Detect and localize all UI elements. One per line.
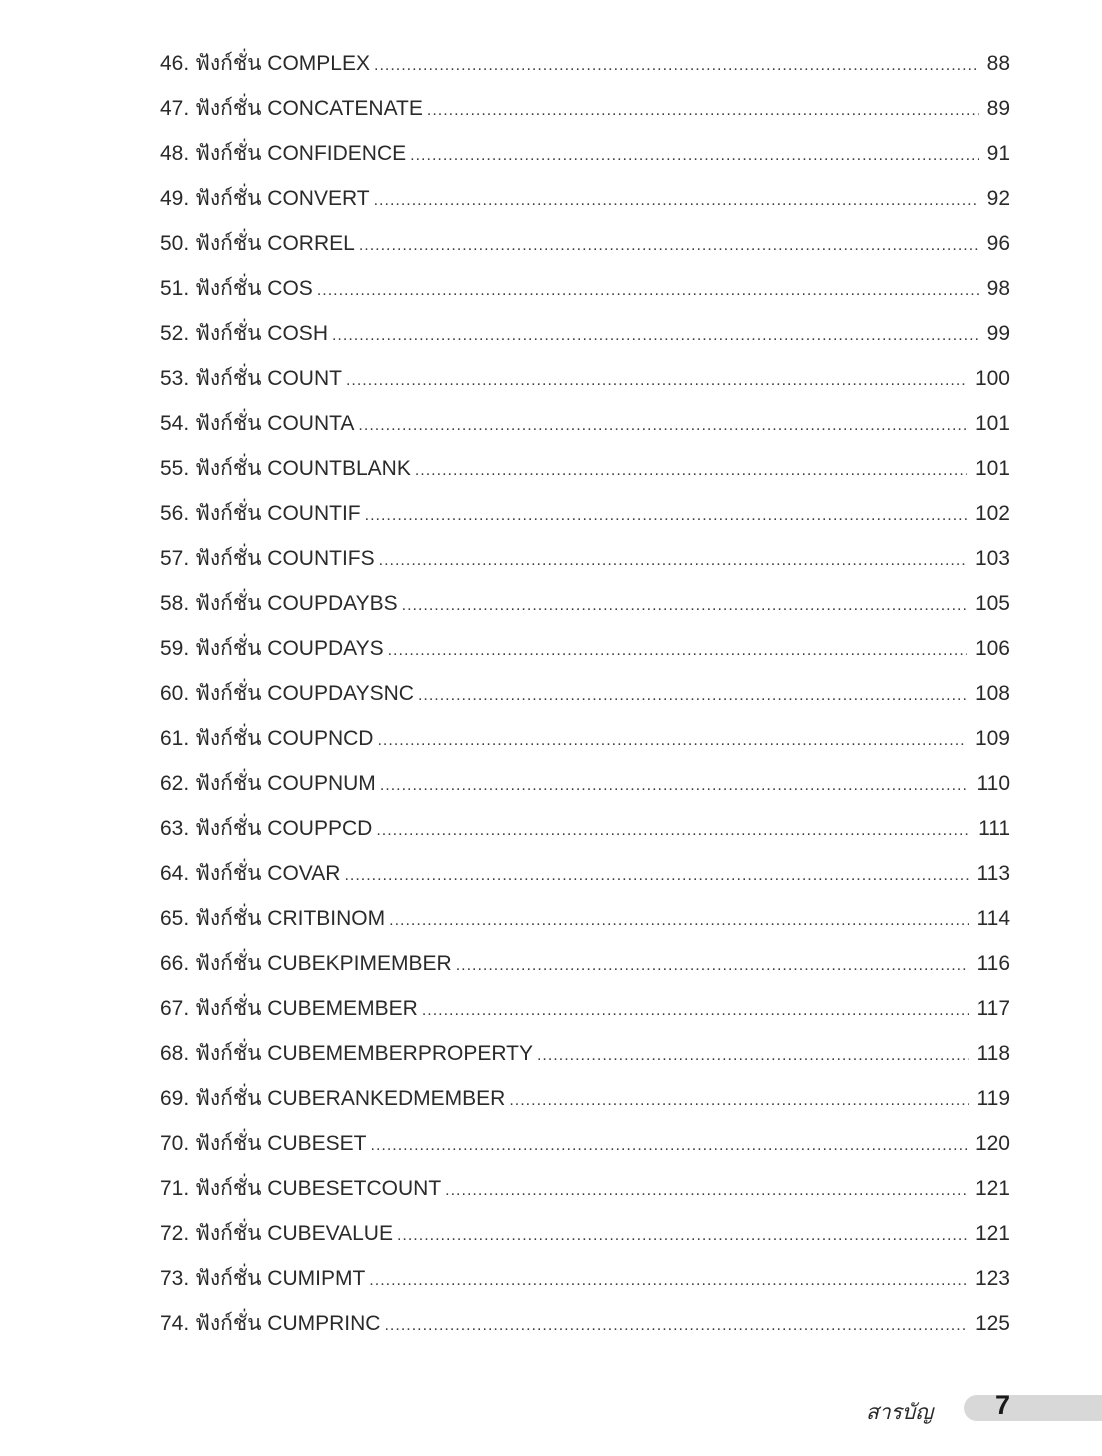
toc-entry-title: 57. ฟังก์ชั่น COUNTIFS	[160, 547, 375, 570]
toc-entry-page: 123	[974, 1267, 1010, 1290]
dot-leader	[456, 943, 969, 988]
toc-entry	[160, 1121, 1010, 1166]
toc-entry	[160, 1256, 1010, 1301]
dot-leader	[537, 1033, 969, 1078]
toc-entry	[160, 716, 1010, 761]
toc-entry	[160, 266, 1010, 311]
toc-entry	[160, 1076, 1010, 1121]
dot-leader	[422, 988, 969, 1033]
toc-entry	[160, 851, 1010, 896]
dot-leader	[445, 1168, 967, 1213]
toc-entry	[160, 896, 1010, 941]
toc-entry-page: 101	[974, 412, 1010, 435]
toc-entry-page: 125	[974, 1312, 1010, 1335]
toc-entry	[160, 581, 1010, 626]
toc-entry-page: 101	[974, 457, 1010, 480]
toc-entry-title: 58. ฟังก์ชั่น COUPDAYBS	[160, 592, 398, 615]
toc-entry-title: 49. ฟังก์ชั่น CONVERT	[160, 187, 370, 210]
toc-entry-title: 74. ฟังก์ชั่น CUMPRINC	[160, 1312, 381, 1335]
toc-entry-page: 92	[986, 187, 1010, 210]
toc-entry-page: 118	[976, 1042, 1010, 1065]
toc-entry-page: 108	[974, 682, 1010, 705]
dot-leader	[380, 763, 969, 808]
toc-entry-page: 121	[974, 1177, 1010, 1200]
toc-entry-title: 72. ฟังก์ชั่น CUBEVALUE	[160, 1222, 393, 1245]
toc-entry-page: 113	[976, 862, 1010, 885]
dot-leader	[369, 1258, 967, 1303]
page-number: 7	[995, 1390, 1011, 1420]
dot-leader	[509, 1078, 968, 1123]
toc-entry-page: 102	[974, 502, 1010, 525]
toc-entry-page: 116	[976, 952, 1010, 975]
dot-leader	[317, 268, 979, 313]
toc-entry-title: 68. ฟังก์ชั่น CUBEMEMBERPROPERTY	[160, 1042, 533, 1065]
toc-entry-page: 103	[974, 547, 1010, 570]
toc-entry-title: 46. ฟังก์ชั่น COMPLEX	[160, 52, 370, 75]
toc-entry-title: 53. ฟังก์ชั่น COUNT	[160, 367, 342, 390]
toc-entry-page: 117	[976, 997, 1010, 1020]
toc-entry	[160, 446, 1010, 491]
toc-entry-title: 48. ฟังก์ชั่น CONFIDENCE	[160, 142, 407, 165]
toc-entry-page: 119	[976, 1087, 1010, 1110]
dot-leader	[389, 898, 968, 943]
toc-entry	[160, 761, 1010, 806]
dot-leader	[397, 1213, 967, 1258]
dot-leader	[379, 538, 967, 583]
toc-entry-title: 71. ฟังก์ชั่น CUBESETCOUNT	[160, 1177, 442, 1200]
toc-entry-page: 120	[974, 1132, 1010, 1155]
dot-leader	[365, 493, 967, 538]
toc-entry-title: 60. ฟังก์ชั่น COUPDAYSNC	[160, 682, 414, 705]
toc-entry	[160, 626, 1010, 671]
toc-entry-page: 109	[974, 727, 1010, 750]
dot-leader	[344, 853, 968, 898]
toc-entry-page: 89	[986, 97, 1010, 120]
dot-leader	[384, 1303, 966, 1348]
toc-entry	[160, 536, 1010, 581]
toc-entry-page: 105	[974, 592, 1010, 615]
page-number-tab	[964, 1395, 1102, 1421]
dot-leader	[374, 43, 979, 88]
footer-section-label: สารบัญ	[866, 1400, 934, 1424]
toc-entry-page: 91	[986, 142, 1010, 165]
dot-leader	[376, 808, 970, 853]
toc-entry	[160, 311, 1010, 356]
dot-leader	[402, 583, 967, 628]
dot-leader	[388, 628, 967, 673]
toc-entry	[160, 356, 1010, 401]
dot-leader	[346, 358, 967, 403]
dot-leader	[358, 403, 967, 448]
toc-entry-title: 56. ฟังก์ชั่น COUNTIF	[160, 502, 361, 525]
dot-leader	[377, 718, 966, 763]
toc-entry	[160, 176, 1010, 221]
dot-leader	[427, 88, 979, 133]
toc-entry	[160, 806, 1010, 851]
toc-entry-page: 99	[986, 322, 1010, 345]
toc-entry-page: 88	[986, 52, 1010, 75]
toc-entry	[160, 1211, 1010, 1256]
toc-entry-page: 110	[976, 772, 1010, 795]
toc-entry-title: 63. ฟังก์ชั่น COUPPCD	[160, 817, 373, 840]
toc-entry	[160, 41, 1010, 86]
toc-entry-title: 55. ฟังก์ชั่น COUNTBLANK	[160, 457, 411, 480]
toc-entry	[160, 221, 1010, 266]
toc-entry	[160, 86, 1010, 131]
toc-entry-page: 121	[974, 1222, 1010, 1245]
toc-entry-page: 96	[986, 232, 1010, 255]
toc-entry-title: 61. ฟังก์ชั่น COUPNCD	[160, 727, 374, 750]
toc-entry-page: 114	[976, 907, 1010, 930]
dot-leader	[374, 178, 979, 223]
toc-entry-title: 66. ฟังก์ชั่น CUBEKPIMEMBER	[160, 952, 452, 975]
toc-entry	[160, 491, 1010, 536]
toc-entry	[160, 1031, 1010, 1076]
toc-entry	[160, 131, 1010, 176]
dot-leader	[415, 448, 967, 493]
dot-leader	[371, 1123, 967, 1168]
toc-entry-title: 73. ฟังก์ชั่น CUMIPMT	[160, 1267, 366, 1290]
toc-entry-title: 64. ฟังก์ชั่น COVAR	[160, 862, 341, 885]
toc-entry	[160, 1166, 1010, 1211]
toc-entry	[160, 671, 1010, 716]
toc-entry-page: 100	[974, 367, 1010, 390]
dot-leader	[410, 133, 978, 178]
toc-entry	[160, 1301, 1010, 1346]
dot-leader	[332, 313, 979, 358]
table-of-contents	[160, 41, 1010, 1346]
dot-leader	[418, 673, 967, 718]
toc-entry-title: 52. ฟังก์ชั่น COSH	[160, 322, 328, 345]
toc-entry-title: 62. ฟังก์ชั่น COUPNUM	[160, 772, 376, 795]
toc-entry-title: 47. ฟังก์ชั่น CONCATENATE	[160, 97, 423, 120]
toc-entry-title: 70. ฟังก์ชั่น CUBESET	[160, 1132, 367, 1155]
toc-entry	[160, 401, 1010, 446]
toc-entry-title: 54. ฟังก์ชั่น COUNTA	[160, 412, 355, 435]
toc-entry-title: 67. ฟังก์ชั่น CUBEMEMBER	[160, 997, 418, 1020]
toc-entry-page: 111	[978, 817, 1010, 840]
toc-entry-page: 106	[974, 637, 1010, 660]
dot-leader	[359, 223, 979, 268]
toc-entry-title: 65. ฟังก์ชั่น CRITBINOM	[160, 907, 386, 930]
toc-entry-title: 59. ฟังก์ชั่น COUPDAYS	[160, 637, 384, 660]
toc-entry	[160, 941, 1010, 986]
toc-entry-page: 98	[986, 277, 1010, 300]
toc-entry-title: 51. ฟังก์ชั่น COS	[160, 277, 313, 300]
toc-entry-title: 50. ฟังก์ชั่น CORREL	[160, 232, 355, 255]
toc-entry	[160, 986, 1010, 1031]
toc-entry-title: 69. ฟังก์ชั่น CUBERANKEDMEMBER	[160, 1087, 506, 1110]
